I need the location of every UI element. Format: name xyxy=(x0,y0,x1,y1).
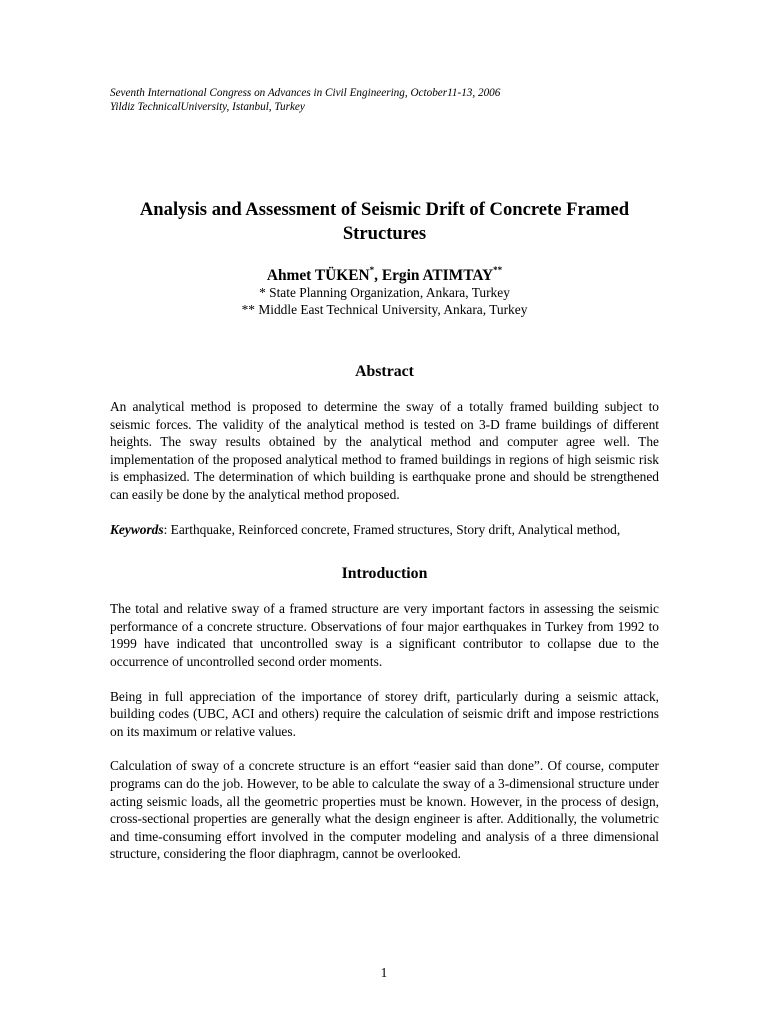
author-list xyxy=(110,267,659,285)
paper-title-line-2: Structures xyxy=(342,223,427,244)
affiliation-list xyxy=(110,285,659,318)
conference-header-line-2: Yildiz TechnicalUniversity, Istanbul, Turkey xyxy=(110,101,305,113)
author-name-1: Ahmet TÜKEN xyxy=(266,267,370,284)
paper-title xyxy=(110,198,659,246)
keywords-text: : Earthquake, Reinforced concrete, Framed structures, Story drift, Analytical method, xyxy=(163,521,621,537)
paper-title-line-1: Analysis and Assessment of Seismic Drift of Concrete Framed xyxy=(139,199,630,220)
affiliation-2: ** Middle East Technical University, Ankara, Turkey xyxy=(241,301,528,317)
affiliation-1: * State Planning Organization, Ankara, Turkey xyxy=(259,285,510,300)
author-separator: , xyxy=(374,267,382,284)
introduction-heading: Introduction xyxy=(341,565,428,583)
paper-page xyxy=(110,86,659,863)
author-affiliation-mark-2: ** xyxy=(493,265,503,275)
abstract-text: An analytical method is proposed to determine the sway of a totally framed building subject to seismic forces. The validity of the analytical method is tested on 3-D frame buildings of different heights. The sway results obtained by the analytical method and computer agree well. The implementation of the proposed analytical method to framed buildings in regions of high seismic risk is emphasized. The determination of which building is earthquake prone and should be strengthened can easily be done by the analytical method proposed. xyxy=(110,399,659,502)
introduction-paragraph-1: The total and relative sway of a framed structure are very important factors in assessing the seismic performance of a concrete structure. Observations of four major earthquakes in Turkey from 1992 to 1999 have indicated that uncontrolled sway is a significant contributor to collapse due to the occurrence of uncontrolled second order moments. xyxy=(110,601,659,669)
abstract-heading: Abstract xyxy=(355,363,414,380)
conference-header xyxy=(110,86,659,114)
keywords-label: Keywords xyxy=(110,521,164,537)
author-name-2: Ergin ATIMTAY xyxy=(381,267,494,284)
introduction-paragraph-3: Calculation of sway of a concrete structure is an effort “easier said than done”. Of course, computer programs can do the job. However, to be able to calculate the sway of a 3-dimensional structure under acting seismic loads, all the geometric properties must be known. However, in the process of design, cross-sectional properties are generally what the design engineer is after. Additionally, the volumetric and time-consuming effort involved in the computer modeling and analysis of a three dimensional structure, considering the floor diaphragm, cannot be overlooked. xyxy=(110,758,659,862)
page-number: 1 xyxy=(380,965,388,980)
conference-header-line-1: Seventh International Congress on Advances in Civil Engineering, October11-13, 2006 xyxy=(110,87,501,99)
introduction-paragraph-2: Being in full appreciation of the importance of storey drift, particularly during a seismic attack, building codes (UBC, ACI and others) require the calculation of seismic drift and impose restrictions on its maximum or relative values. xyxy=(110,688,659,739)
author-affiliation-mark-1: * xyxy=(369,265,375,275)
keywords-line xyxy=(110,521,659,539)
